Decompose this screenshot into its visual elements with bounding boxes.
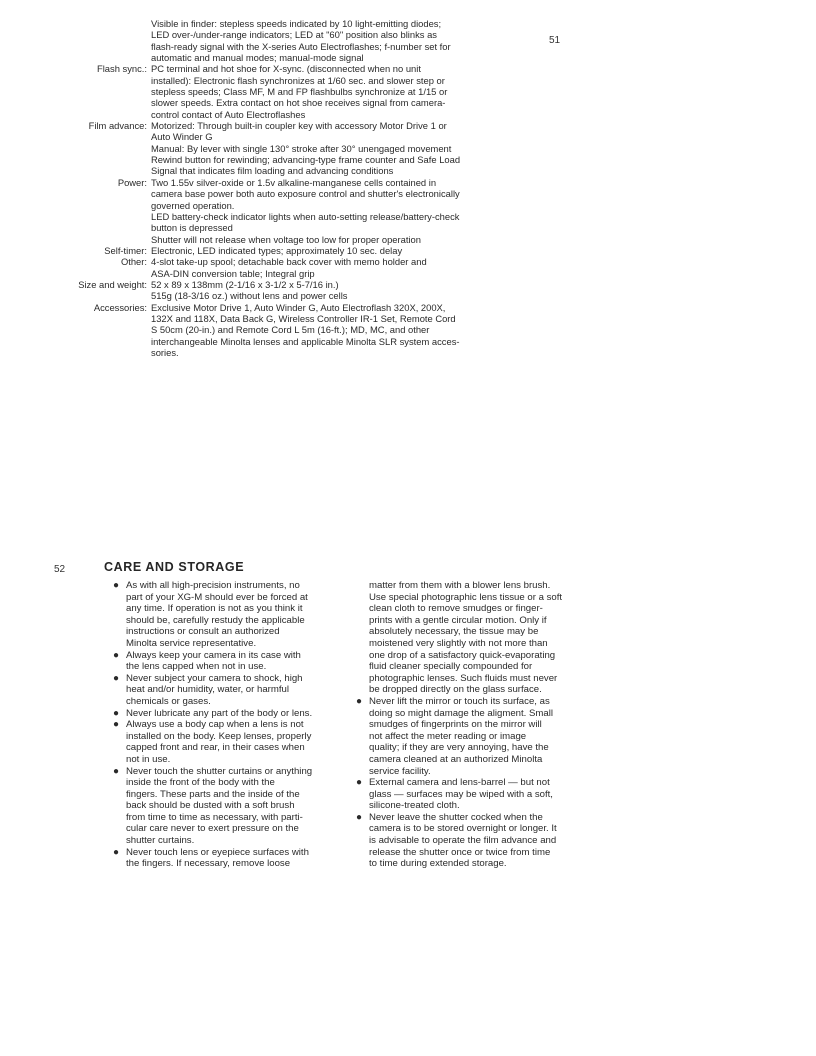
spec-line: control contact of Auto Electroflashes [151,108,306,120]
care-line: should be, carefully restudy the applicable [126,614,305,626]
care-line: quality; if they are very annoying, have the [369,742,549,754]
care-line: one drop of a satisfactory quick-evaporating [369,649,556,661]
spec-line: Motorized: Through built-in coupler key with accessory Motor Drive 1 or [151,120,447,132]
care-line: Always keep your camera in its case with [126,649,301,661]
spec-line: installed): Electronic flash synchronizes at 1/60 sec. and slower step or [151,74,445,86]
care-line: Minolta service representative. [126,637,257,649]
care-line: part of your XG-M should ever be forced at [126,591,308,603]
spec-row [50,63,520,120]
spec-row [50,302,520,359]
spec-label: Film advance: [88,120,147,132]
spec-line: Exclusive Motor Drive 1, Auto Winder G, Auto Electroflash 320X, 200X, [151,301,446,313]
spec-line: Visible in finder: stepless speeds indicated by 10 light-emitting diodes; [151,18,442,29]
bullet-icon: ● [113,719,120,731]
care-line: Never touch the shutter curtains or anything [126,765,313,777]
spec-value [151,63,520,120]
spec-line: button is depressed [151,222,233,234]
care-line: fingers. These parts and the inside of the [126,788,300,800]
spec-row [50,245,520,256]
spec-line: 4-slot take-up spool; detachable back cover with memo holder and [151,256,427,268]
spec-row [50,279,520,302]
care-line: back should be dusted with a soft brush [126,800,295,812]
spec-row [50,256,520,279]
spec-line: interchangeable Minolta lenses and applicable Minolta SLR system acces- [151,335,460,347]
care-line: smudges of fingerprints on the mirror will [369,719,542,731]
care-line: prints with a gentle circular motion. Only if [369,614,547,626]
spec-line: Signal that indicates film loading and advancing conditions [151,165,394,177]
spec-row [50,177,520,245]
spec-value [151,256,520,279]
care-line: doing so might damage the aligment. Small [369,707,553,719]
bullet-icon: ● [113,707,120,719]
specifications-list [50,18,520,358]
care-column-left [112,580,338,870]
bullet-icon: ● [113,580,120,591]
care-list-item [112,650,338,673]
spec-label: Self-timer: [104,244,147,256]
spec-line: flash-ready signal with the X-series Auto Electroflashes; f-number set for [151,40,451,52]
care-line: moistened very slightly with not more than [369,637,548,649]
spec-line: ASA-DIN conversion table; Integral grip [151,267,315,279]
care-bullet-list-left [112,580,338,870]
spec-line: camera base power both auto exposure control and shutter's electronically [151,188,460,200]
spec-label: Size and weight: [78,278,147,290]
spec-line: LED over-/under-range indicators; LED at "60" position also blinks as [151,29,437,41]
care-list-item [355,696,589,777]
care-line: matter from them with a blower lens brush. [369,580,551,591]
spec-value [151,18,520,63]
care-column-right [355,580,589,870]
spec-line: automatic and manual modes; manual-mode signal [151,52,364,64]
spec-line: Two 1.55v silver-oxide or 1.5v alkaline-manganese cells contained in [151,176,437,188]
bullet-icon: ● [356,811,363,823]
care-list-item [355,812,589,870]
care-line: Always use a body cap when a lens is not [126,719,304,731]
care-line: heat and/or humidity, water, or harmful [126,684,289,696]
spec-line: sories. [151,346,179,358]
care-list-item [112,708,338,720]
care-line: camera cleaned at an authorized Minolta [369,753,543,765]
care-line: instructions or consult an authorized [126,626,280,638]
care-line: not affect the meter reading or image [369,730,527,742]
care-line: cular care never to exert pressure on the [126,823,299,835]
care-line: camera is to be stored overnight or longer. It [369,823,557,835]
care-list-item [112,673,338,708]
spec-line: governed operation. [151,199,235,211]
spec-value [151,177,520,245]
spec-line: PC terminal and hot shoe for X-sync. (disconnected when no unit [151,63,421,75]
care-line: Never subject your camera to shock, high [126,672,303,684]
spec-line: LED battery-check indicator lights when auto-setting release/battery-check [151,210,460,222]
care-line: photographic lenses. Such fluids must never [369,672,558,684]
page-number-51: 51 [549,35,561,46]
care-line: Use special photographic lens tissue or a soft [369,591,563,603]
care-line: chemicals or gases. [126,695,211,707]
spec-line: Rewind button for rewinding; advancing-type frame counter and Safe Load [151,154,461,166]
care-list-item [355,777,589,812]
care-line: installed on the body. Keep lenses, properly [126,730,312,742]
care-line: from time to time as necessary, with parti- [126,811,303,823]
bullet-icon: ● [113,649,120,661]
spec-row [50,18,520,63]
spec-label: Accessories: [93,301,147,313]
care-line: fluid cleaner specially compounded for [369,661,533,673]
care-list-item [112,580,338,650]
care-line: the lens capped when not in use. [126,661,267,673]
care-line: Never leave the shutter cocked when the [369,811,543,823]
care-line: shutter curtains. [126,835,195,847]
care-list-item [112,847,338,870]
care-line: Never lift the mirror or touch its surface, as [369,695,550,707]
care-line: any time. If operation is not as you think it [126,603,303,615]
spec-value [151,120,520,177]
spec-line: slower speeds. Extra contact on hot shoe receives signal from camera- [151,97,446,109]
care-line: release the shutter once or twice from time [369,846,551,858]
spec-value [151,302,520,359]
spec-row [50,120,520,177]
bullet-icon: ● [113,672,120,684]
bullet-icon: ● [356,777,363,789]
care-line: External camera and lens-barrel — but not [369,777,550,789]
spec-line: 515g (18-3/16 oz.) without lens and power cells [151,290,348,302]
care-line: absolutely necessary, the tissue may be [369,626,539,638]
care-bullet-list-right [355,696,589,870]
care-line: capped front and rear, in their cases when [126,742,305,754]
care-list-item [112,766,338,847]
care-line: As with all high-precision instruments, no [126,580,300,591]
spec-value [151,279,520,302]
care-line: clean cloth to remove smudges or finger- [369,603,543,615]
care-line: silicone-treated cloth. [369,800,460,812]
bullet-icon: ● [356,695,363,707]
care-line: inside the front of the body with the [126,777,275,789]
care-line: Never touch lens or eyepiece surfaces with [126,846,309,858]
spec-line: Electronic, LED indicated types; approximately 10 sec. delay [151,244,403,256]
bullet-icon: ● [113,846,120,858]
care-line: not in use. [126,753,171,765]
spec-line: 52 x 89 x 138mm (2-1/16 x 3-1/2 x 5-7/16 in.) [151,278,339,290]
care-line: Never lubricate any part of the body or lens. [126,707,313,719]
spec-label: Power: [117,176,147,188]
care-line: service facility. [369,765,431,777]
care-line: the fingers. If necessary, remove loose [126,858,291,870]
spec-line: Shutter will not release when voltage too low for proper operation [151,233,421,245]
care-line: glass — surfaces may be wiped with a soft, [369,788,553,800]
spec-label: Other: [120,256,147,268]
spec-line: Manual: By lever with single 130° stroke after 30° unengaged movement [151,142,452,154]
spec-value [151,245,520,256]
bullet-icon: ● [113,765,120,777]
spec-line: S 50cm (20-in.) and Remote Cord L 5m (16-ft.); MD, MC, and other [151,324,430,336]
care-line: to time during extended storage. [369,858,507,870]
care-continued-paragraph [355,580,589,696]
care-line: be dropped directly on the glass surface. [369,684,542,696]
page-number-52: 52 [54,564,66,575]
spec-label: Flash sync.: [96,63,147,75]
spec-line: 132X and 118X, Data Back G, Wireless Controller IR-1 Set, Remote Cord [151,312,456,324]
spec-line: Auto Winder G [151,131,213,143]
care-list-item [112,719,338,765]
spec-line: stepless speeds; Class MF, M and FP flashbulbs synchronize at 1/15 or [151,86,448,98]
care-and-storage-heading: CARE AND STORAGE [104,560,245,574]
care-line: is advisable to operate the film advance and [369,835,557,847]
